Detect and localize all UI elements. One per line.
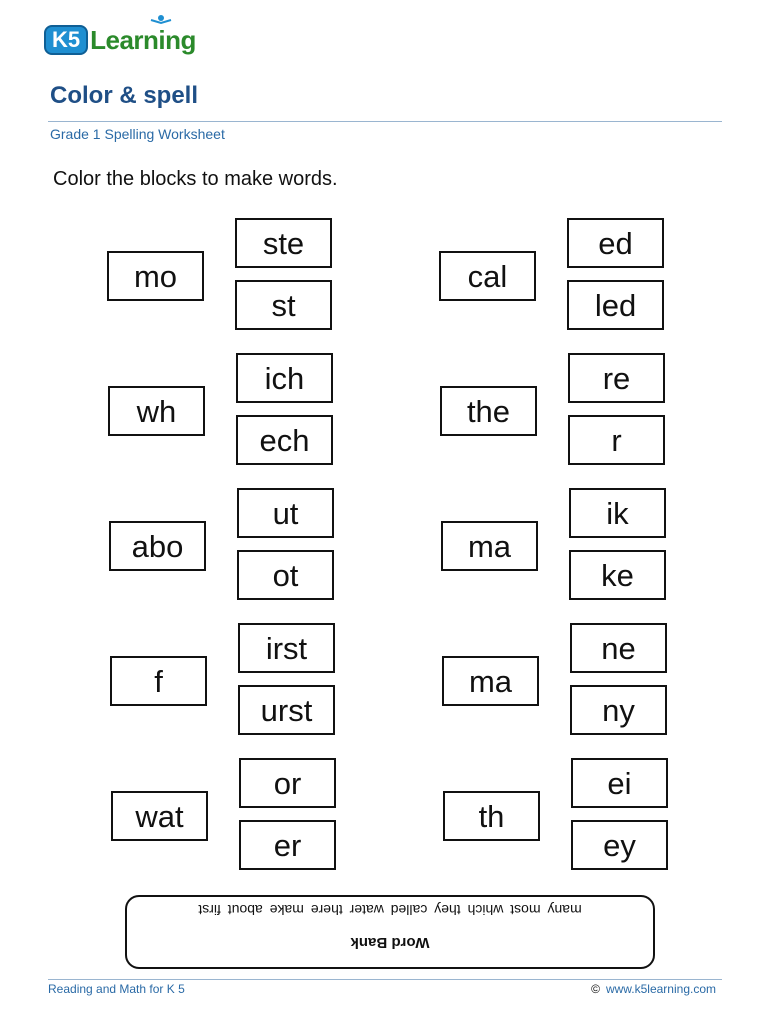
- k5-learning-logo: [44, 20, 196, 60]
- stem-block-left-2[interactable]: wh: [108, 386, 205, 436]
- word-bank-words: many most which they called water there make about first: [198, 902, 582, 918]
- stem-block-left-3[interactable]: abo: [109, 521, 206, 571]
- option-block-left-4-bottom[interactable]: urst: [238, 685, 335, 735]
- copyright-symbol: ©: [591, 982, 600, 996]
- option-block-left-4-top[interactable]: irst: [238, 623, 335, 673]
- option-block-right-2-bottom[interactable]: r: [568, 415, 665, 465]
- logo-wordmark: Learning: [90, 24, 196, 55]
- option-block-right-5-top[interactable]: ei: [571, 758, 668, 808]
- option-block-right-3-bottom[interactable]: ke: [569, 550, 666, 600]
- stem-block-left-1[interactable]: mo: [107, 251, 204, 301]
- logo-figure-icon: [148, 14, 174, 28]
- word-bank: [125, 895, 655, 969]
- option-block-right-1-top[interactable]: ed: [567, 218, 664, 268]
- page-subtitle: Grade 1 Spelling Worksheet: [50, 126, 225, 142]
- instruction-text: Color the blocks to make words.: [53, 168, 338, 190]
- option-block-right-5-bottom[interactable]: ey: [571, 820, 668, 870]
- stem-block-right-2[interactable]: the: [440, 386, 537, 436]
- option-block-right-4-bottom[interactable]: ny: [570, 685, 667, 735]
- footer-divider: [48, 979, 722, 980]
- header-divider: [48, 121, 722, 122]
- word-bank-title: Word Bank: [350, 934, 430, 951]
- option-block-left-5-top[interactable]: or: [239, 758, 336, 808]
- option-block-right-4-top[interactable]: ne: [570, 623, 667, 673]
- option-block-right-3-top[interactable]: ik: [569, 488, 666, 538]
- option-block-left-3-top[interactable]: ut: [237, 488, 334, 538]
- stem-block-left-5[interactable]: wat: [111, 791, 208, 841]
- option-block-left-5-bottom[interactable]: er: [239, 820, 336, 870]
- option-block-left-2-bottom[interactable]: ech: [236, 415, 333, 465]
- option-block-left-2-top[interactable]: ich: [236, 353, 333, 403]
- option-block-left-1-top[interactable]: ste: [235, 218, 332, 268]
- option-block-left-1-bottom[interactable]: st: [235, 280, 332, 330]
- page-title: Color & spell: [50, 82, 199, 109]
- option-block-right-1-bottom[interactable]: led: [567, 280, 664, 330]
- stem-block-right-3[interactable]: ma: [441, 521, 538, 571]
- stem-block-right-4[interactable]: ma: [442, 656, 539, 706]
- footer-site: [591, 982, 716, 996]
- stem-block-right-5[interactable]: th: [443, 791, 540, 841]
- logo-k5-badge: K5: [44, 25, 88, 55]
- option-block-left-3-bottom[interactable]: ot: [237, 550, 334, 600]
- stem-block-left-4[interactable]: f: [110, 656, 207, 706]
- option-block-right-2-top[interactable]: re: [568, 353, 665, 403]
- stem-block-right-1[interactable]: cal: [439, 251, 536, 301]
- footer-url[interactable]: www.k5learning.com: [605, 982, 716, 996]
- footer-tagline: Reading and Math for K 5: [48, 982, 185, 996]
